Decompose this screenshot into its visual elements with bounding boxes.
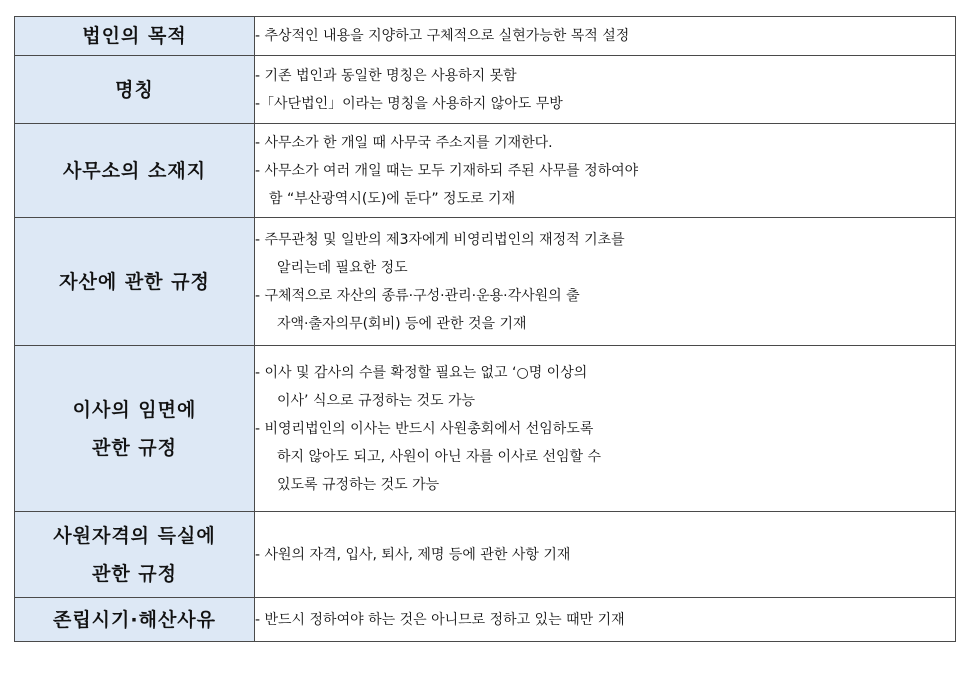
articles-table [14, 16, 956, 642]
content-line: - 사무소가 여러 개일 때는 모두 기재하되 주된 사무를 정하여야 [255, 162, 639, 179]
row-header: 사원자격의 득실에 관한 규정 [15, 512, 255, 598]
table-row [15, 512, 956, 598]
row-content [255, 17, 956, 56]
content-line: 이사’ 식으로 규정하는 것도 가능 [277, 392, 476, 409]
table-row [15, 346, 956, 512]
table-row [15, 218, 956, 346]
content-line: 알리는데 필요한 정도 [277, 259, 408, 276]
content-line: - 반드시 정하여야 하는 것은 아니므로 정하고 있는 때만 기재 [255, 611, 625, 628]
content-line: - 비영리법인의 이사는 반드시 사원총회에서 선임하도록 [255, 420, 594, 437]
table-row [15, 56, 956, 124]
content-line: - 이사 및 감사의 수를 확정할 필요는 없고 ‘○명 이상의 [255, 364, 588, 381]
table-row [15, 598, 956, 642]
row-header: 이사의 임면에 관한 규정 [15, 346, 255, 512]
row-header: 법인의 목적 [15, 17, 255, 56]
content-line: - 사원의 자격, 입사, 퇴사, 제명 등에 관한 사항 기재 [255, 546, 571, 563]
row-header: 존립시기·해산사유 [15, 598, 255, 642]
row-header: 명칭 [15, 56, 255, 124]
row-content [255, 346, 956, 512]
content-line: - 구체적으로 자산의 종류·구성·관리·운용·각사원의 출 [255, 287, 580, 304]
content-line: - 주무관청 및 일반의 제3자에게 비영리법인의 재정적 기초를 [255, 231, 625, 248]
table-row [15, 124, 956, 218]
content-line: 있도록 규정하는 것도 가능 [277, 476, 440, 493]
content-line: 자액·출자의무(회비) 등에 관한 것을 기재 [277, 315, 527, 332]
content-line: - 추상적인 내용을 지양하고 구체적으로 실현가능한 목적 설정 [255, 28, 630, 44]
content-line: 함 “부산광역시(도)에 둔다” 정도로 기재 [269, 190, 516, 207]
row-header: 자산에 관한 규정 [15, 218, 255, 346]
row-content [255, 218, 956, 346]
content-line: 하지 않아도 되고, 사원이 아닌 자를 이사로 선임할 수 [277, 448, 602, 465]
content-line: -「사단법인」이라는 명칭을 사용하지 않아도 무방 [255, 95, 563, 112]
row-header: 사무소의 소재지 [15, 124, 255, 218]
table-row [15, 17, 956, 56]
content-line: - 기존 법인과 동일한 명칭은 사용하지 못함 [255, 67, 517, 84]
content-line: - 사무소가 한 개일 때 사무국 주소지를 기재한다. [255, 134, 553, 151]
row-content [255, 124, 956, 218]
row-content [255, 512, 956, 598]
row-content [255, 598, 956, 642]
row-content [255, 56, 956, 124]
